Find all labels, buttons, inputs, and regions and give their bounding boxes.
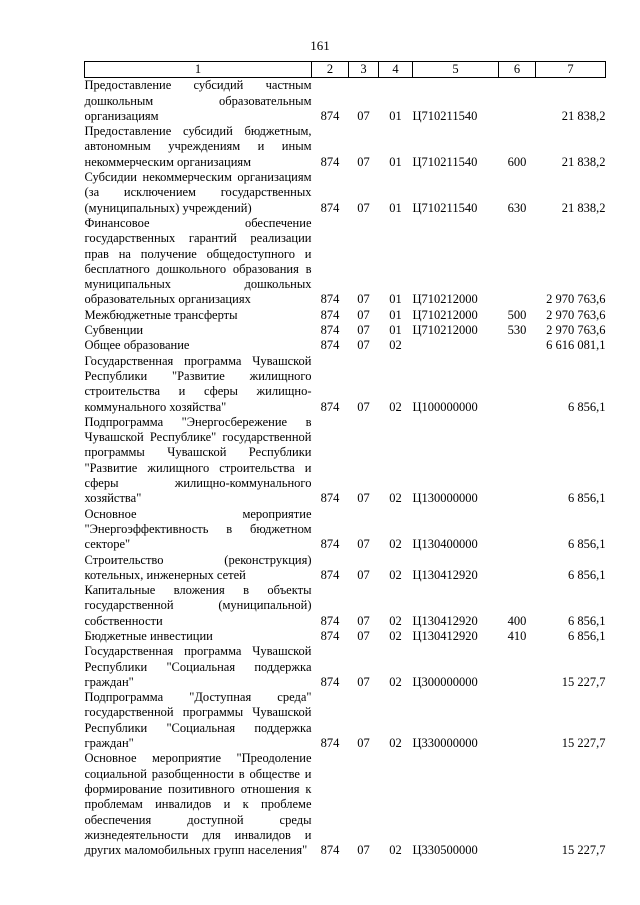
expense-type-code: [499, 751, 536, 858]
subsection-code: 02: [389, 736, 402, 751]
budget-table: [84, 61, 606, 858]
ministry-code: 874: [320, 323, 340, 338]
amount: 2 970 763,6: [546, 292, 606, 307]
expense-type-code: 400: [507, 613, 527, 628]
ministry-code: 874: [320, 200, 340, 215]
expense-type-code: 530: [507, 323, 527, 338]
section-code: 07: [357, 154, 370, 169]
subsection-code: 02: [389, 567, 402, 582]
item-name: Основное мероприятие "Энергоэффективность в бюджетном секторе": [84, 506, 312, 552]
amount: 21 838,2: [561, 108, 606, 123]
ministry-code: 874: [320, 736, 340, 751]
section-code: 07: [357, 628, 370, 643]
table-row: [85, 629, 606, 644]
subsection-code: 01: [389, 323, 402, 338]
target-article-code: Ц130000000: [412, 491, 478, 506]
target-article-code: Ц710212000: [412, 307, 478, 322]
table-row: [85, 751, 606, 858]
item-name: Государственная программа Чувашской Республики "Развитие жилищного строительства и сферы жилищно-коммунального хозяйства": [84, 353, 312, 414]
amount: 2 970 763,6: [546, 307, 606, 322]
subsection-code: 01: [389, 154, 402, 169]
amount: 6 856,1: [568, 628, 606, 643]
section-code: 07: [357, 307, 370, 322]
item-name: Основное мероприятие "Преодоление социальной разобщенности в обществе и формирование позитивного отношения к проблемам инвалидов и к проблеме обеспечения доступной среды жизнедеятельности для инвалидов и других маломобильных групп населения": [84, 751, 312, 858]
expense-type-code: [499, 354, 536, 415]
subsection-code: 02: [389, 628, 402, 643]
section-code: 07: [357, 843, 370, 858]
table-row: [85, 415, 606, 507]
amount: 21 838,2: [561, 154, 606, 169]
table-body: [85, 78, 606, 859]
column-header: 5: [413, 62, 499, 78]
section-code: 07: [357, 567, 370, 582]
target-article-code: Ц710212000: [412, 292, 478, 307]
item-name: Капитальные вложения в объекты государственной (муниципальной) собственности: [84, 583, 312, 628]
column-header: 2: [312, 62, 349, 78]
expense-type-code: [499, 507, 536, 553]
section-code: 07: [357, 537, 370, 552]
amount: 15 227,7: [561, 736, 606, 751]
section-code: 07: [357, 338, 370, 353]
table-row: [85, 216, 606, 308]
ministry-code: 874: [320, 567, 340, 582]
expense-type-code: [499, 690, 536, 751]
section-code: 07: [357, 323, 370, 338]
amount: 6 616 081,1: [546, 338, 606, 353]
amount: 6 856,1: [568, 613, 606, 628]
expense-type-code: 500: [507, 307, 527, 322]
item-name: Субсидии некоммерческим организациям (за исключением государственных (муниципальных) учреждений): [84, 170, 312, 215]
subsection-code: 02: [389, 843, 402, 858]
subsection-code: 02: [389, 537, 402, 552]
expense-type-code: [499, 644, 536, 690]
ministry-code: 874: [320, 843, 340, 858]
amount: 6 856,1: [568, 537, 606, 552]
section-code: 07: [357, 292, 370, 307]
target-article-code: [413, 338, 499, 353]
target-article-code: Ц710211540: [412, 154, 478, 169]
table-row: [85, 553, 606, 584]
subsection-code: 02: [389, 338, 402, 353]
column-header: 1: [85, 62, 312, 78]
table-row: [85, 354, 606, 415]
item-name: Подпрограмма "Энергосбережение в Чувашской Республике" государственной программы Чувашской Республики "Развитие жилищного строительства и сферы жилищно-коммунального хозяйства": [84, 414, 312, 506]
table-row: [85, 644, 606, 690]
amount: 6 856,1: [568, 491, 606, 506]
target-article-code: Ц130412920: [412, 567, 478, 582]
subsection-code: 02: [389, 674, 402, 689]
target-article-code: Ц330000000: [412, 736, 478, 751]
section-code: 07: [357, 674, 370, 689]
subsection-code: 01: [389, 307, 402, 322]
expense-type-code: [499, 78, 536, 124]
subsection-code: 01: [389, 292, 402, 307]
subsection-code: 02: [389, 399, 402, 414]
expense-type-code: 600: [507, 154, 527, 169]
target-article-code: Ц130400000: [412, 537, 478, 552]
item-name: Бюджетные инвестиции: [84, 628, 213, 643]
amount: 21 838,2: [561, 200, 606, 215]
expense-type-code: [499, 338, 536, 353]
ministry-code: 874: [320, 399, 340, 414]
item-name: Субвенции: [84, 323, 144, 338]
table-row: [85, 583, 606, 629]
target-article-code: Ц130412920: [412, 613, 478, 628]
item-name: Финансовое обеспечение государственных гарантий реализации прав на получение общедоступного и бесплатного дошкольного образования в муниципальных дошкольных образовательных организациях: [84, 215, 312, 307]
column-header: 6: [499, 62, 536, 78]
expense-type-code: 630: [507, 200, 527, 215]
target-article-code: Ц710211540: [412, 108, 478, 123]
table-row: [85, 170, 606, 216]
section-code: 07: [357, 200, 370, 215]
ministry-code: 874: [320, 307, 340, 322]
expense-type-code: [499, 553, 536, 584]
page-number: 161: [310, 38, 330, 53]
ministry-code: 874: [320, 338, 340, 353]
target-article-code: Ц710212000: [412, 323, 478, 338]
item-name: Государственная программа Чувашской Республики "Социальная поддержка граждан": [84, 644, 312, 689]
amount: 2 970 763,6: [546, 323, 606, 338]
table-row: [85, 78, 606, 124]
section-code: 07: [357, 613, 370, 628]
ministry-code: 874: [320, 674, 340, 689]
target-article-code: Ц130412920: [412, 628, 478, 643]
expense-type-code: [499, 415, 536, 507]
section-code: 07: [357, 108, 370, 123]
table-row: [85, 308, 606, 323]
column-header: 3: [349, 62, 379, 78]
column-header: 7: [536, 62, 606, 78]
table-row: [85, 507, 606, 553]
table-row: [85, 338, 606, 353]
column-header: 4: [379, 62, 413, 78]
section-code: 07: [357, 399, 370, 414]
item-name: Строительство (реконструкция) котельных, инженерных сетей: [84, 552, 312, 582]
item-name: Межбюджетные трансферты: [84, 307, 238, 322]
section-code: 07: [357, 736, 370, 751]
item-name: Подпрограмма "Доступная среда" государственной программы Чувашской Республики "Социальная поддержка граждан": [84, 690, 312, 751]
subsection-code: 02: [389, 613, 402, 628]
ministry-code: 874: [320, 613, 340, 628]
subsection-code: 01: [389, 200, 402, 215]
ministry-code: 874: [320, 491, 340, 506]
expense-type-code: 410: [507, 628, 527, 643]
item-name: Предоставление субсидий частным дошкольным образовательным организациям: [84, 78, 312, 123]
target-article-code: Ц330500000: [412, 843, 478, 858]
subsection-code: 02: [389, 491, 402, 506]
amount: 6 856,1: [568, 567, 606, 582]
table-row: [85, 690, 606, 751]
ministry-code: 874: [320, 292, 340, 307]
section-code: 07: [357, 491, 370, 506]
ministry-code: 874: [320, 154, 340, 169]
table-row: [85, 124, 606, 170]
ministry-code: 874: [320, 537, 340, 552]
subsection-code: 01: [389, 108, 402, 123]
ministry-code: 874: [320, 108, 340, 123]
target-article-code: Ц710211540: [412, 200, 478, 215]
amount: 6 856,1: [568, 399, 606, 414]
ministry-code: 874: [320, 628, 340, 643]
table-row: [85, 323, 606, 338]
amount: 15 227,7: [561, 674, 606, 689]
target-article-code: Ц100000000: [412, 399, 478, 414]
column-header-row: [85, 62, 606, 78]
item-name: Общее образование: [84, 338, 190, 353]
item-name: Предоставление субсидий бюджетным, автономным учреждениям и иным некоммерческим организациям: [84, 124, 312, 169]
target-article-code: Ц300000000: [412, 674, 478, 689]
amount: 15 227,7: [561, 843, 606, 858]
expense-type-code: [499, 216, 536, 308]
